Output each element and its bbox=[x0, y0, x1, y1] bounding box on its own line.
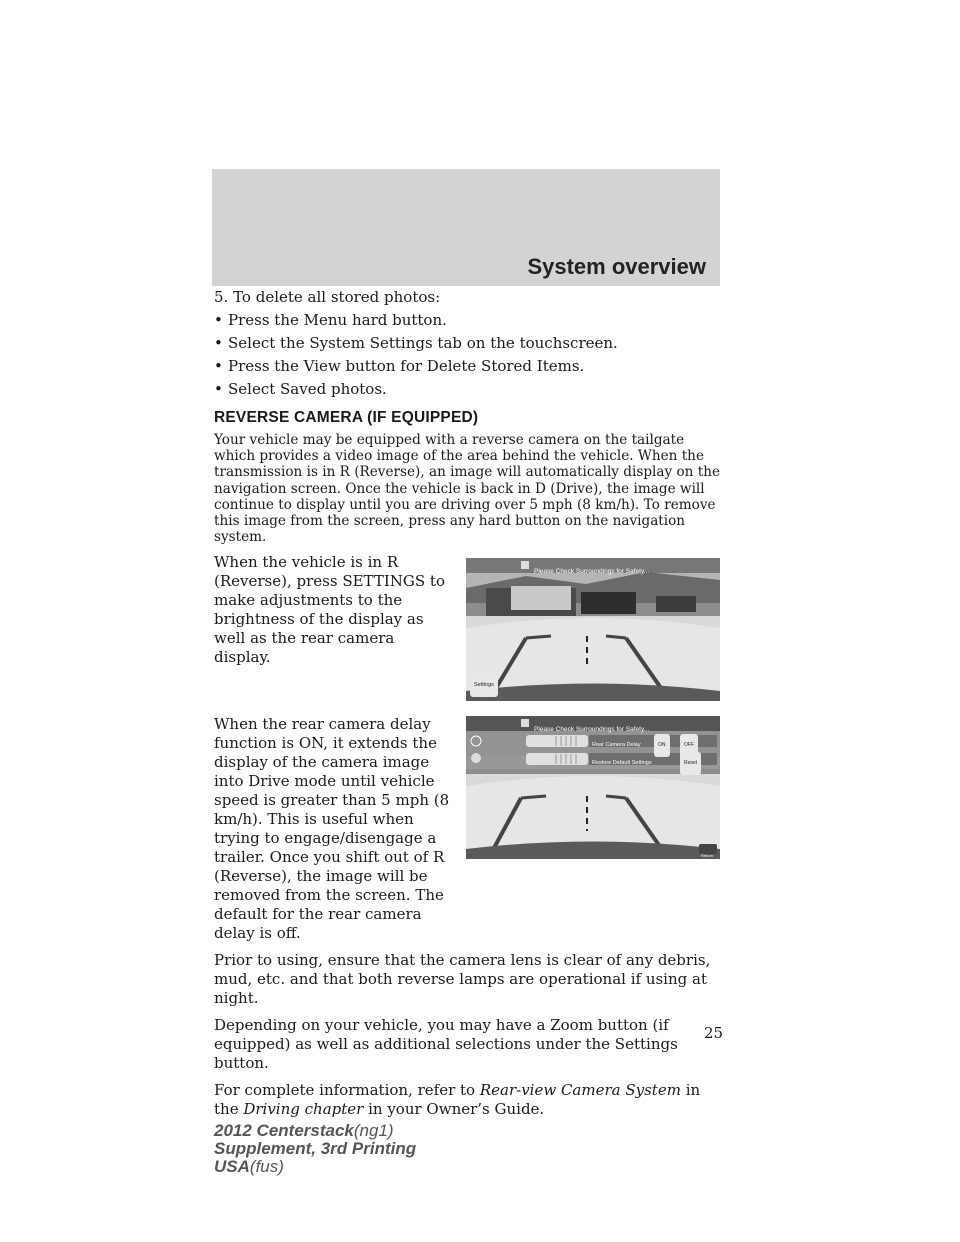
safety-banner: Please Check Surroundings for Safety... bbox=[534, 726, 650, 734]
rear-camera-delay-label: Rear Camera Delay bbox=[592, 742, 641, 749]
paragraph: When the rear camera delay function is ON, it extends the display of the camera image into Drive mode until vehicle speed is greater than 5 mph (8 km/h). This is useful when trying to engage/disengage a trailer. Once you shift out of R (Reverse), the image will be removed from the screen. The default for the rear camera delay is off. bbox=[214, 715, 450, 943]
safety-banner: Please Check Surroundings for Safety... bbox=[534, 568, 650, 576]
figure-row bbox=[214, 553, 720, 701]
reset-button[interactable]: Reset bbox=[680, 752, 701, 775]
rear-camera-settings-image bbox=[466, 716, 720, 859]
restore-default-label: Restore Default Settings bbox=[592, 760, 652, 767]
bullet-icon: • bbox=[214, 334, 223, 352]
page-number: 25 bbox=[704, 1024, 724, 1042]
settings-button[interactable]: Settings bbox=[470, 674, 498, 697]
bullet-icon: • bbox=[214, 311, 223, 329]
list-item: • Press the Menu hard button. bbox=[214, 311, 447, 329]
paragraph: Depending on your vehicle, you may have a Zoom button (if equipped) as well as additional selections under the Settings button. bbox=[214, 1016, 678, 1073]
reference-paragraph: For complete information, refer to Rear-view Camera System in the Driving chapter in your Owner’s Guide. bbox=[214, 1081, 701, 1119]
bullet-icon: • bbox=[214, 357, 223, 375]
list-item: • Press the View button for Delete Stored Items. bbox=[214, 357, 585, 375]
header-band bbox=[212, 169, 720, 286]
paragraph: Prior to using, ensure that the camera lens is clear of any debris, mud, etc. and that both reverse lamps are operational if using at night. bbox=[214, 951, 711, 1008]
footer-imprint: 2012 Centerstack(ng1) Supplement, 3rd Printing USA(fus) bbox=[214, 1121, 417, 1176]
page-content bbox=[214, 288, 720, 1119]
paragraph: When the vehicle is in R (Reverse), press SETTINGS to make adjustments to the brightness of the display as well as the rear camera display. bbox=[214, 553, 445, 667]
bullet-icon: • bbox=[214, 380, 223, 398]
step5-intro: 5. To delete all stored photos: bbox=[214, 288, 441, 306]
reference-title: Rear-view Camera System bbox=[479, 1081, 681, 1100]
list-item: • Select Saved photos. bbox=[214, 380, 387, 398]
reference-chapter: Driving chapter bbox=[243, 1100, 364, 1119]
list-item: • Select the System Settings tab on the touchscreen. bbox=[214, 334, 618, 352]
step5-list bbox=[214, 311, 720, 399]
paragraph: Your vehicle may be equipped with a reverse camera on the tailgate which provides a video image of the area behind the vehicle. When the transmission is in R (Reverse), an image will automatically display on the navigation screen. Once the vehicle is back in D (Drive), the image will continue to display until you are driving over 5 mph (8 km/h). To remove this image from the screen, press any hard button on the navigation system. bbox=[214, 432, 721, 546]
figure-row bbox=[214, 715, 720, 943]
on-button[interactable]: ON bbox=[654, 734, 670, 757]
off-button[interactable]: OFF bbox=[680, 734, 698, 757]
return-button[interactable]: Return bbox=[701, 853, 714, 859]
section-heading: REVERSE CAMERA (IF EQUIPPED) bbox=[214, 409, 479, 426]
rear-camera-image bbox=[466, 558, 720, 701]
section-title: System overview bbox=[527, 254, 706, 279]
